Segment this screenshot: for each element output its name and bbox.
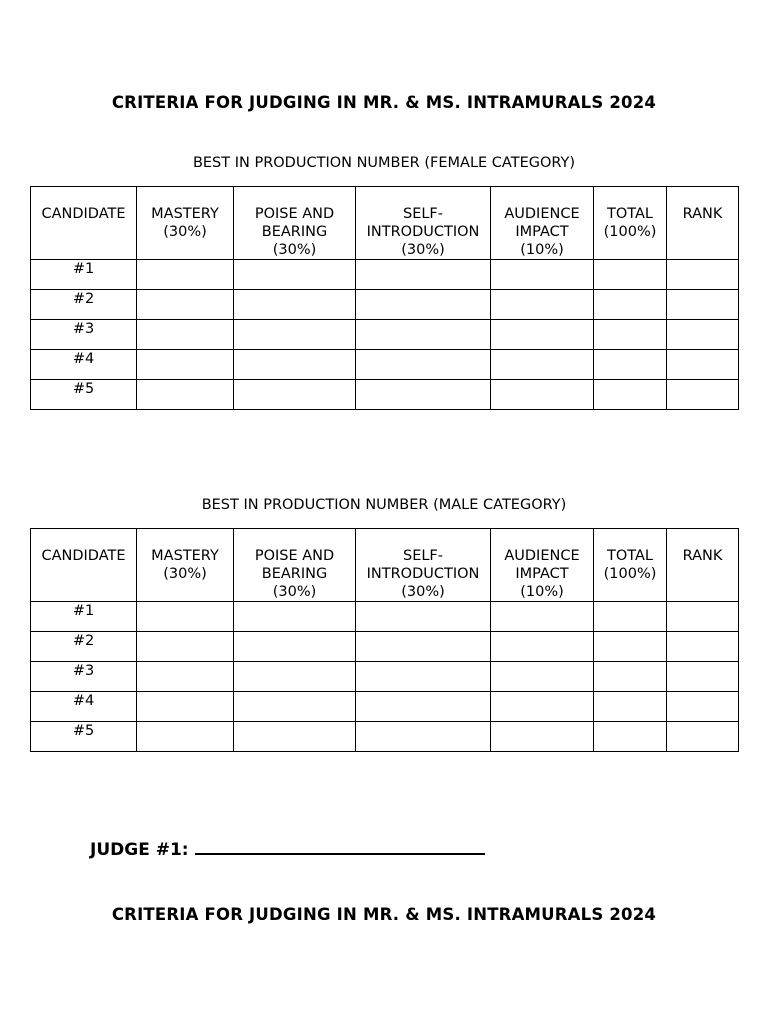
candidate-number: #5 (31, 722, 137, 752)
column-header-mastery: MASTERY (30%) (137, 187, 234, 260)
column-header-rank: RANK (667, 187, 739, 260)
score-cell[interactable] (491, 380, 594, 410)
male-score-table (30, 528, 739, 752)
score-cell[interactable] (137, 692, 234, 722)
score-cell[interactable] (356, 320, 491, 350)
column-header-audience-impact: AUDIENCE IMPACT (10%) (491, 187, 594, 260)
score-cell[interactable] (594, 662, 667, 692)
score-cell[interactable] (594, 350, 667, 380)
score-cell[interactable] (491, 320, 594, 350)
score-cell[interactable] (137, 350, 234, 380)
candidate-number: #3 (31, 320, 137, 350)
score-cell[interactable] (594, 722, 667, 752)
score-cell[interactable] (491, 692, 594, 722)
score-cell[interactable] (491, 260, 594, 290)
candidate-number: #1 (31, 260, 137, 290)
candidate-number: #4 (31, 692, 137, 722)
score-cell[interactable] (491, 350, 594, 380)
signature-blank[interactable] (195, 838, 485, 855)
column-header-candidate: CANDIDATE (31, 187, 137, 260)
score-cell[interactable] (491, 662, 594, 692)
table-row (31, 290, 739, 320)
score-cell[interactable] (234, 722, 356, 752)
score-cell[interactable] (594, 602, 667, 632)
score-cell[interactable] (491, 632, 594, 662)
score-cell[interactable] (356, 632, 491, 662)
score-cell[interactable] (356, 350, 491, 380)
score-cell[interactable] (234, 260, 356, 290)
score-cell[interactable] (137, 290, 234, 320)
candidate-number: #3 (31, 662, 137, 692)
score-cell[interactable] (356, 260, 491, 290)
score-cell[interactable] (137, 380, 234, 410)
score-cell[interactable] (137, 632, 234, 662)
score-cell[interactable] (356, 290, 491, 320)
score-cell[interactable] (234, 662, 356, 692)
column-header-candidate: CANDIDATE (31, 529, 137, 602)
table-row (31, 662, 739, 692)
score-cell[interactable] (594, 290, 667, 320)
column-header-audience-impact: AUDIENCE IMPACT (10%) (491, 529, 594, 602)
score-cell[interactable] (356, 380, 491, 410)
footer-title: CRITERIA FOR JUDGING IN MR. & MS. INTRAMURALS 2024 (111, 905, 657, 924)
column-header-total: TOTAL (100%) (594, 529, 667, 602)
column-header-self-introduction: SELF- INTRODUCTION (30%) (356, 529, 491, 602)
score-cell[interactable] (667, 692, 739, 722)
score-cell[interactable] (667, 290, 739, 320)
score-cell[interactable] (137, 260, 234, 290)
score-cell[interactable] (667, 320, 739, 350)
score-cell[interactable] (137, 662, 234, 692)
score-cell[interactable] (667, 260, 739, 290)
candidate-number: #2 (31, 290, 137, 320)
table-header-row (31, 529, 739, 602)
score-cell[interactable] (594, 260, 667, 290)
table-row (31, 260, 739, 290)
score-cell[interactable] (594, 692, 667, 722)
score-cell[interactable] (234, 350, 356, 380)
score-cell[interactable] (667, 602, 739, 632)
score-cell[interactable] (356, 722, 491, 752)
table-row (31, 632, 739, 662)
score-cell[interactable] (594, 632, 667, 662)
score-cell[interactable] (234, 632, 356, 662)
table-row (31, 350, 739, 380)
page-title: CRITERIA FOR JUDGING IN MR. & MS. INTRAMURALS 2024 (111, 93, 657, 112)
score-cell[interactable] (491, 722, 594, 752)
score-cell[interactable] (234, 380, 356, 410)
candidate-number: #5 (31, 380, 137, 410)
column-header-total: TOTAL (100%) (594, 187, 667, 260)
table-row (31, 692, 739, 722)
score-cell[interactable] (356, 662, 491, 692)
column-header-rank: RANK (667, 529, 739, 602)
score-cell[interactable] (667, 350, 739, 380)
judge-signature-line (90, 838, 485, 860)
score-cell[interactable] (356, 692, 491, 722)
candidate-number: #4 (31, 350, 137, 380)
column-header-poise-and-bearing: POISE AND BEARING (30%) (234, 187, 356, 260)
table-row (31, 320, 739, 350)
score-cell[interactable] (491, 602, 594, 632)
judge-label: JUDGE #1: (90, 840, 189, 860)
score-cell[interactable] (491, 290, 594, 320)
column-header-self-introduction: SELF- INTRODUCTION (30%) (356, 187, 491, 260)
table-row (31, 722, 739, 752)
column-header-poise-and-bearing: POISE AND BEARING (30%) (234, 529, 356, 602)
male-category-heading: BEST IN PRODUCTION NUMBER (MALE CATEGORY) (201, 497, 567, 513)
candidate-number: #2 (31, 632, 137, 662)
score-cell[interactable] (667, 632, 739, 662)
score-cell[interactable] (594, 320, 667, 350)
score-cell[interactable] (137, 722, 234, 752)
table-row (31, 602, 739, 632)
female-score-table (30, 186, 739, 410)
score-cell[interactable] (234, 290, 356, 320)
table-row (31, 380, 739, 410)
score-cell[interactable] (667, 722, 739, 752)
score-cell[interactable] (234, 320, 356, 350)
score-cell[interactable] (234, 602, 356, 632)
candidate-number: #1 (31, 602, 137, 632)
score-cell[interactable] (667, 662, 739, 692)
score-cell[interactable] (594, 380, 667, 410)
table-header-row (31, 187, 739, 260)
score-cell[interactable] (234, 692, 356, 722)
score-cell[interactable] (356, 602, 491, 632)
column-header-mastery: MASTERY (30%) (137, 529, 234, 602)
score-cell[interactable] (137, 602, 234, 632)
female-category-heading: BEST IN PRODUCTION NUMBER (FEMALE CATEGORY) (192, 155, 576, 171)
score-cell[interactable] (667, 380, 739, 410)
score-cell[interactable] (137, 320, 234, 350)
